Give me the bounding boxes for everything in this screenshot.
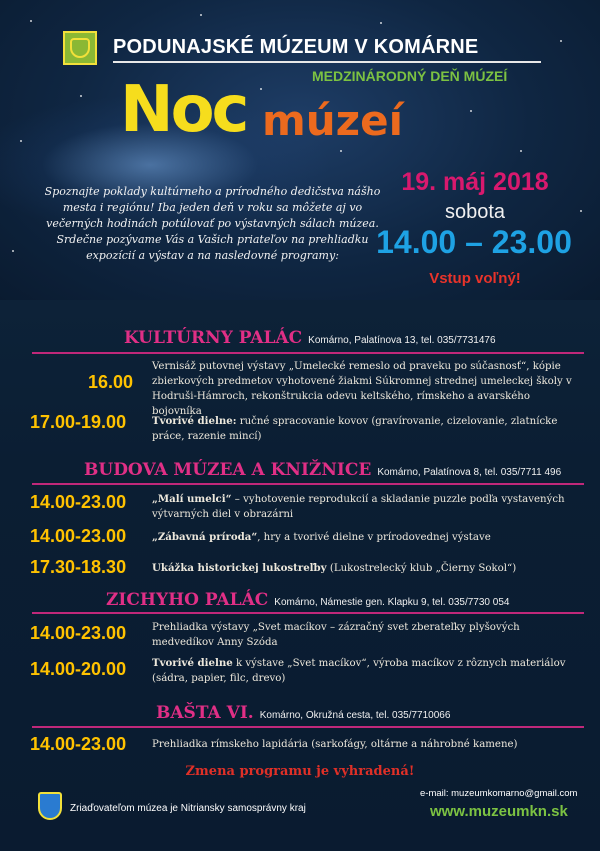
event-highlight: Tvorivé dielne: xyxy=(152,415,237,427)
section-title: BUDOVA MÚZEA A KNIŽNICE xyxy=(84,460,372,480)
section-address: Komárno, Palatínova 8, tel. 035/7711 496 xyxy=(377,467,562,478)
event-hours: 14.00 – 23.00 xyxy=(376,224,572,260)
museum-logo-icon xyxy=(63,31,97,65)
event-time: 14.00-23.00 xyxy=(30,492,127,512)
section-address: Komárno, Palatínova 13, tel. 035/7731476 xyxy=(308,335,496,346)
museum-title: PODUNAJSKÉ MÚZEUM V KOMÁRNE xyxy=(113,36,479,58)
event-highlight: Ukážka historickej lukostreľby xyxy=(152,562,327,574)
event-description xyxy=(152,414,582,444)
free-entry: Vstup voľný! xyxy=(429,270,521,287)
event-time: 14.00-20.00 xyxy=(30,659,127,679)
event-text: Prehliadka výstavy „Svet macíkov – zázračný svet zberateľky plyšových medvedíkov Anny Szóda xyxy=(152,622,520,648)
muzei-title: múzeí xyxy=(262,96,403,145)
event-time: 14.00-23.00 xyxy=(30,526,127,546)
event-highlight: „Malí umelci“ xyxy=(152,493,232,505)
event-text: (Lukostrelecký klub „Čierny Sokol“) xyxy=(326,563,517,574)
event-time: 17.00-19.00 xyxy=(30,412,127,432)
event-description xyxy=(152,492,582,522)
section-header xyxy=(106,590,509,610)
website-link[interactable]: www.muzeumkn.sk xyxy=(430,803,568,820)
section-address: Komárno, Okružná cesta, tel. 035/7710066 xyxy=(259,710,451,721)
noc-title: Noc xyxy=(120,73,247,147)
international-day-label: MEDZINÁRODNÝ DEŇ MÚZEÍ xyxy=(312,68,508,84)
section-header xyxy=(156,703,450,723)
event-text: k výstave „Svet macíkov“, výroba macíkov z rôznych materiálov (sádra, papier, filc, drevo) xyxy=(152,658,566,684)
event-time: 17.30-18.30 xyxy=(30,557,127,577)
event-highlight: „Zábavná príroda“ xyxy=(152,531,258,543)
section-title: ZICHYHO PALÁC xyxy=(106,590,269,610)
section-title: BAŠTA VI. xyxy=(156,703,254,723)
founder-text: Zriaďovateľom múzea je Nitriansky samosprávny kraj xyxy=(70,803,306,814)
section-divider xyxy=(32,483,584,485)
program-change-notice: Zmena programu je vyhradená! xyxy=(185,764,415,779)
event-text: , hry a tvorivé dielne v prírodovednej výstave xyxy=(257,532,491,543)
section-header xyxy=(84,460,561,480)
event-description xyxy=(152,737,582,752)
event-text: Prehliadka rímskeho lapidária (sarkofágy, oltárne a náhrobné kamene) xyxy=(152,739,518,750)
email-link[interactable]: e-mail: muzeumkomarno@gmail.com xyxy=(420,788,578,799)
title-underline xyxy=(113,61,541,63)
event-time: 14.00-23.00 xyxy=(30,734,127,754)
section-title: KULTÚRNY PALÁC xyxy=(124,328,303,348)
event-description xyxy=(152,620,582,650)
event-text: – vyhotovenie reprodukcií a skladanie puzzle podľa vystavených výtvarných diel v obrazárni xyxy=(152,494,565,520)
event-description xyxy=(152,530,582,545)
event-highlight: Tvorivé dielne xyxy=(152,657,233,669)
event-description xyxy=(152,359,582,419)
section-header xyxy=(124,328,496,348)
event-text: ručné spracovanie kovov (gravírovanie, cizelovanie, zlatnícke práce, razenie mincí) xyxy=(152,416,558,442)
nitra-region-crest-icon xyxy=(38,792,62,820)
event-text: Vernisáž putovnej výstavy „Umelecké remeslo od praveku po súčasnosť“, kópie zbierkových predmetov vyhotovené žiakmi Súkromnej strednej umeleckej školy v Hodruši-Hámroch, rekonštrukcia odevu keltského, rímskeho a avarského bojovníka xyxy=(152,361,572,417)
event-time: 16.00 xyxy=(88,372,134,392)
intro-text: Spoznajte poklady kultúrneho a prírodného dedičstva nášho mesta i regiónu! Iba jeden deň v roku sa môžete aj vo večerných hodinách potúlovať po výstavných sálach múzea. Srdečne pozývame Vás a Vašich priateľov na prehliadku expozícií a výstav a na nasledovné programy: xyxy=(44,185,381,262)
event-date: 19. máj 2018 xyxy=(401,168,549,196)
event-time: 14.00-23.00 xyxy=(30,623,127,643)
event-day: sobota xyxy=(444,201,506,223)
section-address: Komárno, Námestie gen. Klapku 9, tel. 035/7730 054 xyxy=(274,597,510,608)
section-divider xyxy=(32,612,584,614)
section-divider xyxy=(32,352,584,354)
section-divider xyxy=(32,726,584,728)
event-description xyxy=(152,656,582,686)
event-description xyxy=(152,561,582,576)
